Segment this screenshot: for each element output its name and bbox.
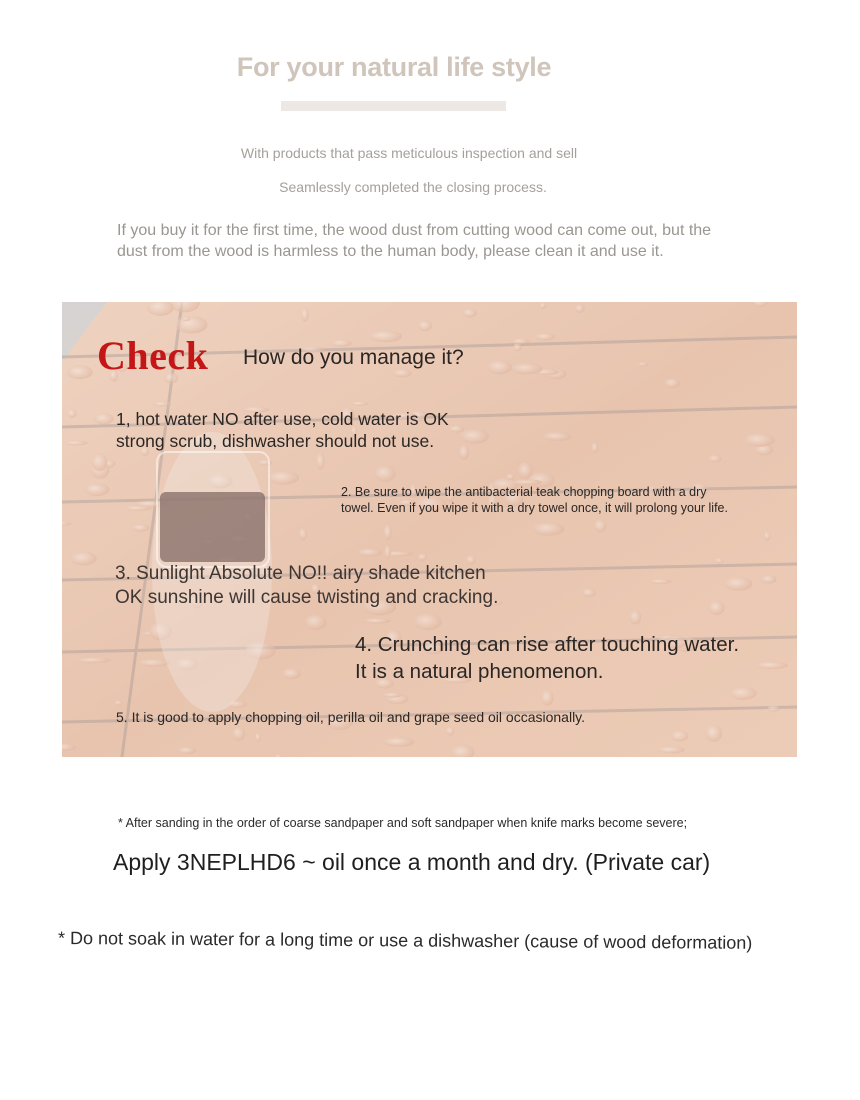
apply-oil-note: Apply 3NEPLHD6 ~ oil once a month and dry. (Private car): [113, 849, 711, 875]
care-item-5: 5. It is good to apply chopping oil, perilla oil and grape seed oil occasionally.: [116, 709, 586, 725]
care-item-2: [341, 484, 771, 516]
care-item-2-line1: 2. Be sure to wipe the antibacterial teak chopping board with a dry: [341, 485, 707, 499]
care-item-1-line1: 1, hot water NO after use, cold water is OK: [116, 409, 449, 429]
subtitle-closing: Seamlessly completed the closing process.: [279, 179, 547, 195]
care-item-3: [115, 562, 535, 610]
care-item-3-line1: 3. Sunlight Absolute NO!! airy shade kitchen: [115, 563, 486, 584]
care-item-1-line2: strong scrub, dishwasher should not use.: [116, 431, 435, 451]
page-title: For your natural life style: [236, 52, 552, 82]
soak-warning: * Do not soak in water for a long time or use a dishwasher (cause of wood deformation): [57, 928, 753, 953]
care-item-4-line1: 4. Crunching can rise after touching water.: [355, 633, 740, 656]
care-item-1: [116, 408, 476, 452]
subtitle-inspection: With products that pass meticulous inspection and sell: [240, 145, 578, 161]
sanding-note: * After sanding in the order of coarse sandpaper and soft sandpaper when knife marks become severe;: [118, 816, 688, 830]
intro-paragraph: If you buy it for the first time, the wood dust from cutting wood can come out, but the dust from the wood is harmless to the human body, please clean it and use it.: [117, 222, 712, 260]
care-item-3-line2: OK sunshine will cause twisting and cracking.: [115, 587, 499, 608]
check-label: Check: [97, 333, 209, 378]
care-item-4-line2: It is a natural phenomenon.: [355, 660, 604, 683]
care-heading: How do you manage it?: [243, 346, 464, 369]
title-underline: [281, 101, 506, 111]
care-item-4: [355, 631, 775, 685]
care-instructions-panel: [62, 302, 797, 757]
care-item-2-line2: towel. Even if you wipe it with a dry towel once, it will prolong your life.: [341, 501, 728, 515]
